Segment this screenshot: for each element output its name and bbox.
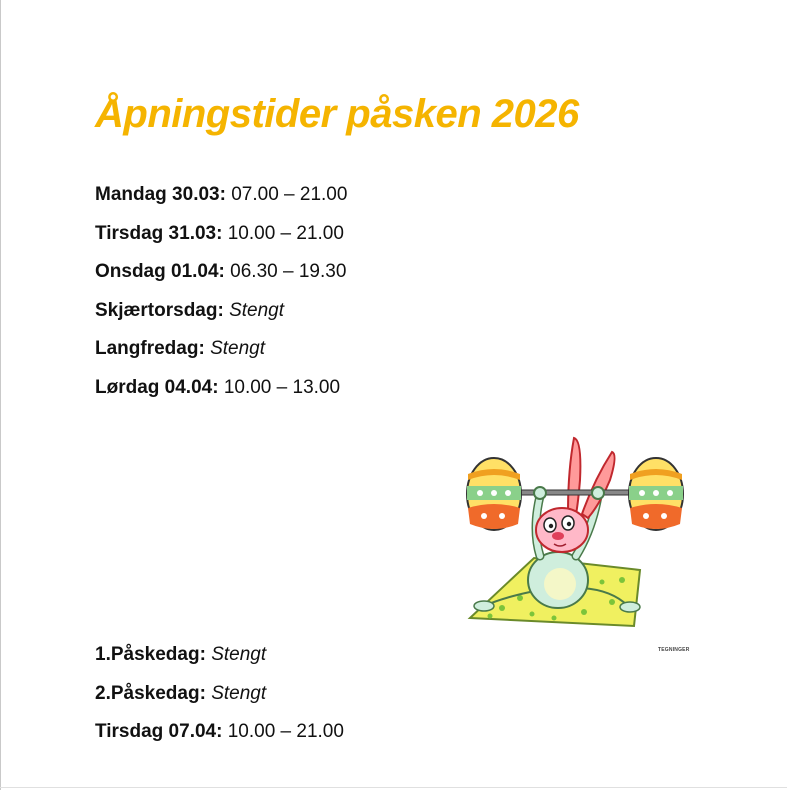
hours-row xyxy=(95,713,344,752)
hours-row xyxy=(95,253,347,292)
hours-row xyxy=(95,215,347,254)
day-label: Onsdag 01.04: xyxy=(95,261,225,283)
day-label: 1.Påskedag: xyxy=(95,644,206,665)
day-label: Langfredag: xyxy=(95,338,205,360)
closed-label: Stengt xyxy=(211,644,267,665)
hours-value: 10.00 – 21.00 xyxy=(227,222,344,244)
day-label: Skjærtorsdag: xyxy=(95,299,224,321)
hours-value: 07.00 – 21.00 xyxy=(231,184,348,205)
day-label: 2.Påskedag: xyxy=(95,682,206,704)
day-label: Mandag 30.03: xyxy=(95,184,226,205)
hours-value: 06.30 – 19.30 xyxy=(230,261,347,283)
day-label: Tirsdag 31.03: xyxy=(95,222,223,244)
easter-bunny-lifting-egg-barbell-icon xyxy=(462,430,702,660)
hours-row xyxy=(95,292,347,331)
hours-row xyxy=(95,176,347,215)
closed-label: Stengt xyxy=(229,299,285,321)
page-edge-bottom xyxy=(0,787,787,788)
hours-row xyxy=(95,636,344,675)
day-label: Lørdag 04.04: xyxy=(95,376,219,398)
illustration-credit: TEGNINGER xyxy=(658,647,690,653)
opening-hours-list-after xyxy=(95,636,344,752)
hours-value: 10.00 – 21.00 xyxy=(227,721,344,743)
hours-row xyxy=(95,369,347,408)
hours-row xyxy=(95,330,347,369)
opening-hours-list xyxy=(95,176,347,408)
page-title: Åpningstider påsken 2026 xyxy=(95,92,579,136)
page-edge xyxy=(0,0,1,790)
hours-row xyxy=(95,675,344,714)
day-label: Tirsdag 07.04: xyxy=(95,721,223,743)
closed-label: Stengt xyxy=(210,338,265,360)
hours-value: 10.00 – 13.00 xyxy=(223,376,341,398)
closed-label: Stengt xyxy=(211,682,267,704)
